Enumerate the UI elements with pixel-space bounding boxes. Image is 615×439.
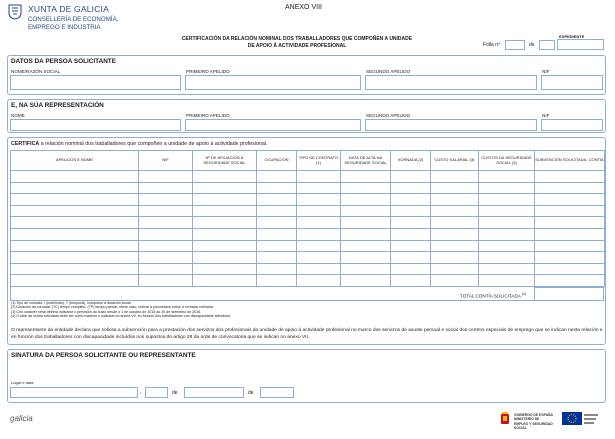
col-header-workday: XORNADA (2) <box>391 151 431 171</box>
place-comma: , <box>140 389 142 395</box>
table-cell[interactable] <box>535 171 605 183</box>
table-cell[interactable] <box>257 217 297 229</box>
table-cell[interactable] <box>139 171 193 183</box>
table-cell[interactable] <box>139 240 193 252</box>
col-header-date: DATA DE ALTA NA SEGURIDADE SOCIAL <box>341 151 391 171</box>
org-dept-line1: CONSELLERÍA DE ECONOMÍA, <box>28 16 119 23</box>
table-cell[interactable] <box>257 228 297 240</box>
table-row <box>11 263 605 275</box>
table-cell[interactable] <box>535 205 605 217</box>
galicia-logo-text: galicia <box>10 414 33 423</box>
representative-surname2-input[interactable] <box>365 119 537 131</box>
table-cell[interactable] <box>11 252 139 264</box>
table-cell[interactable] <box>297 194 341 206</box>
table-cell[interactable] <box>193 275 257 287</box>
table-cell[interactable] <box>391 228 431 240</box>
table-cell[interactable] <box>535 182 605 194</box>
table-cell[interactable] <box>341 275 391 287</box>
representative-nif-input[interactable] <box>541 119 603 131</box>
table-row <box>11 228 605 240</box>
page-title-line1: CERTIFICACIÓN DA RELACIÓN NOMINAL DOS TRABALLADORES QUE COMPOÑEN A UNIDADE <box>181 36 413 42</box>
table-cell[interactable] <box>297 240 341 252</box>
table-row <box>11 240 605 252</box>
representative-surname2-label: SEGUNDO APELIDO <box>366 113 411 118</box>
table-cell[interactable] <box>431 263 479 275</box>
place-input[interactable] <box>10 387 138 398</box>
note-3: (3) Con carácter xeral deberá indicarse o previsión do custo desde o 1 de outubro de 2015 ao 30 de setembro de 2016. <box>11 309 202 314</box>
table-row <box>11 275 605 287</box>
representative-surname1-input[interactable] <box>185 119 361 131</box>
col-header-ss-costs: CUSTOS DA SEGURIDADE SOCIAL (3) <box>479 151 535 171</box>
table-cell[interactable] <box>431 275 479 287</box>
table-cell[interactable] <box>297 205 341 217</box>
table-cell[interactable] <box>139 194 193 206</box>
table-cell[interactable] <box>479 275 535 287</box>
table-row <box>11 205 605 217</box>
xunta-shield-icon <box>8 4 22 20</box>
table-cell[interactable] <box>297 275 341 287</box>
esf-logo-icon <box>562 411 600 432</box>
table-cell[interactable] <box>535 263 605 275</box>
table-cell[interactable] <box>391 275 431 287</box>
applicant-surname1-input[interactable] <box>185 75 361 90</box>
col-header-salary: CUSTO SALARIAL (3) <box>431 151 479 171</box>
note-1: (1) Tipo de contrato: I (indefinido), T (temporal), indíquese a duración anual. <box>11 301 132 305</box>
table-cell[interactable] <box>431 205 479 217</box>
table-cell[interactable] <box>431 182 479 194</box>
workers-table <box>10 150 605 287</box>
table-cell[interactable] <box>479 240 535 252</box>
table-cell[interactable] <box>257 240 297 252</box>
note-2: (2) Duración da xornada: (TC) tempo completo, (TP) tempo parcial, neste caso, indicar a porcentaxe sobre a xornada ordinaria. <box>11 305 214 310</box>
table-cell[interactable] <box>193 182 257 194</box>
table-body <box>11 171 605 287</box>
table-cell[interactable] <box>431 240 479 252</box>
table-cell[interactable] <box>11 228 139 240</box>
ministry-line1: GOBIERNO DE ESPAÑA <box>514 413 553 417</box>
table-cell[interactable] <box>11 171 139 183</box>
table-header-row <box>11 151 605 171</box>
ministry-block <box>514 413 554 431</box>
col-header-name: APELIDOS E NOME <box>11 151 139 171</box>
representative-surname1-label: PRIMEIRO APELIDO <box>186 113 230 118</box>
spain-coat-of-arms-icon <box>500 412 510 431</box>
representative-nif-label: NIF <box>542 113 550 118</box>
applicant-title: DATOS DA PERSOA SOLICITANTE <box>11 58 116 65</box>
note-4: (4) O total da contía solicitada debe ser como máximo o indicado no anexo VII, en función dos traballadores con discapacidade atendidos <box>11 313 231 318</box>
table-cell[interactable] <box>11 275 139 287</box>
table-notes <box>11 301 411 318</box>
col-header-affiliation: Nº DE AFILIACIÓN Á SEGURIDADE SOCIAL <box>193 151 257 171</box>
table-cell[interactable] <box>193 240 257 252</box>
col-header-contract: TIPO DE CONTRATO (1) <box>297 151 341 171</box>
applicant-nif-label: NIF <box>542 69 550 74</box>
table-cell[interactable] <box>193 217 257 229</box>
table-cell[interactable] <box>341 171 391 183</box>
table-row <box>11 182 605 194</box>
xunta-logo <box>8 4 22 25</box>
total-label-text: TOTAL CONTÍA SOLICITADA <box>460 293 521 299</box>
table-cell[interactable] <box>297 171 341 183</box>
table-cell[interactable] <box>139 205 193 217</box>
table-cell[interactable] <box>479 217 535 229</box>
table-cell[interactable] <box>139 275 193 287</box>
table-cell[interactable] <box>479 228 535 240</box>
table-cell[interactable] <box>479 252 535 264</box>
table-cell[interactable] <box>193 194 257 206</box>
table-cell[interactable] <box>139 217 193 229</box>
table-cell[interactable] <box>535 252 605 264</box>
applicant-name-label: NOME/RAZÓN SOCIAL <box>11 69 61 74</box>
table-cell[interactable] <box>479 182 535 194</box>
table-cell[interactable] <box>257 171 297 183</box>
table-cell[interactable] <box>139 263 193 275</box>
table-cell[interactable] <box>341 263 391 275</box>
table-cell[interactable] <box>431 194 479 206</box>
table-cell[interactable] <box>193 171 257 183</box>
table-cell[interactable] <box>257 205 297 217</box>
month-input[interactable] <box>184 387 244 398</box>
table-cell[interactable] <box>297 252 341 264</box>
table-row <box>11 194 605 206</box>
table-cell[interactable] <box>11 205 139 217</box>
table-cell[interactable] <box>193 252 257 264</box>
table-row <box>11 217 605 229</box>
place-date-label: Lugar e data <box>11 380 34 385</box>
applicant-name-input[interactable] <box>10 75 181 90</box>
expediente-label: EXPEDIENTE <box>559 34 585 39</box>
certify-intro: a relación nominal dos traballadores que compoñen a unidade de apoio á actividade profesional. <box>39 141 268 147</box>
table-cell[interactable] <box>341 205 391 217</box>
table-cell[interactable] <box>479 194 535 206</box>
org-dept-line2: EMPREGO E INDUSTRIA <box>28 24 101 31</box>
annex-label: ANEXO VIII <box>285 4 322 11</box>
page-title-line2: DE APOIO Á ACTIVIDADE PROFESIONAL <box>247 43 347 49</box>
total-amount-field[interactable] <box>534 287 604 301</box>
table-cell[interactable] <box>341 252 391 264</box>
folla-number-field[interactable] <box>505 40 525 50</box>
table-cell[interactable] <box>431 252 479 264</box>
table-cell[interactable] <box>341 228 391 240</box>
table-cell[interactable] <box>391 252 431 264</box>
table-cell[interactable] <box>535 217 605 229</box>
table-row <box>11 171 605 183</box>
table-cell[interactable] <box>11 240 139 252</box>
table-cell[interactable] <box>257 263 297 275</box>
table-cell[interactable] <box>11 194 139 206</box>
table-cell[interactable] <box>139 228 193 240</box>
table-cell[interactable] <box>193 228 257 240</box>
table-cell[interactable] <box>11 182 139 194</box>
year-input[interactable] <box>260 387 294 398</box>
total-label <box>460 292 526 299</box>
applicant-nif-input[interactable] <box>541 75 603 90</box>
certify-title: CERTIFICA <box>11 141 40 147</box>
total-note: (4) <box>521 292 527 296</box>
declaration-text: O representante da entidade declara que solicita a subvención para a prestación dos servizos dos profesionais da unidade de apoio á actividade profesional no marco dos servizos de axuste persoal e social dos centros especiais de emprego que se indican nesta relación e en función dos traballadores con discapacidade incluídos nos supostos do artigo 28 da orde de convocatoria que se indican no anexo VII. <box>11 328 603 340</box>
table-cell[interactable] <box>341 240 391 252</box>
table-cell[interactable] <box>139 182 193 194</box>
table-cell[interactable] <box>297 217 341 229</box>
table-cell[interactable] <box>139 252 193 264</box>
org-name: XUNTA DE GALICIA <box>28 4 109 14</box>
date-de-1: de <box>172 390 178 396</box>
table-cell[interactable] <box>11 217 139 229</box>
table-cell[interactable] <box>297 263 341 275</box>
applicant-surname2-input[interactable] <box>365 75 537 90</box>
table-cell[interactable] <box>391 171 431 183</box>
table-cell[interactable] <box>391 263 431 275</box>
table-cell[interactable] <box>391 205 431 217</box>
applicant-surname1-label: PRIMEIRO APELIDO <box>186 69 230 74</box>
table-cell[interactable] <box>431 217 479 229</box>
folla-label: Folla nº <box>483 42 500 48</box>
day-input[interactable] <box>145 387 168 398</box>
folla-total-field[interactable] <box>539 40 555 50</box>
table-row <box>11 252 605 264</box>
applicant-surname2-label: SEGUNDO APELIDO <box>366 69 411 74</box>
table-cell[interactable] <box>479 205 535 217</box>
signature-title: SINATURA DA PERSOA SOLICITANTE OU REPRESENTANTE <box>11 352 196 359</box>
table-cell[interactable] <box>431 171 479 183</box>
table-cell[interactable] <box>535 240 605 252</box>
representative-name-label: NOME <box>11 113 25 118</box>
table-cell[interactable] <box>391 217 431 229</box>
table-cell[interactable] <box>257 194 297 206</box>
table-cell[interactable] <box>391 182 431 194</box>
expediente-field[interactable] <box>557 39 604 50</box>
table-cell[interactable] <box>391 240 431 252</box>
representative-name-input[interactable] <box>10 119 181 131</box>
table-cell[interactable] <box>11 263 139 275</box>
folla-de-label: de <box>529 42 535 48</box>
table-cell[interactable] <box>391 194 431 206</box>
col-header-subsidy: SUBVENCIÓN SOLICITADA, CONTÍA <box>535 151 605 171</box>
table-cell[interactable] <box>193 263 257 275</box>
table-cell[interactable] <box>341 194 391 206</box>
table-cell[interactable] <box>297 182 341 194</box>
table-cell[interactable] <box>341 182 391 194</box>
col-header-nif: NIF <box>139 151 193 171</box>
table-cell[interactable] <box>257 252 297 264</box>
table-cell[interactable] <box>535 228 605 240</box>
galicia-logo <box>10 414 33 423</box>
table-cell[interactable] <box>535 275 605 287</box>
ministry-line2: MINISTERIO DE EMPLEO Y SEGURIDAD SOCIAL <box>514 417 553 431</box>
table-cell[interactable] <box>479 171 535 183</box>
table-cell[interactable] <box>257 182 297 194</box>
date-de-2: de <box>248 390 254 396</box>
certify-heading <box>11 141 267 147</box>
table-cell[interactable] <box>193 205 257 217</box>
table-cell[interactable] <box>535 194 605 206</box>
table-cell[interactable] <box>257 275 297 287</box>
table-cell[interactable] <box>431 228 479 240</box>
table-cell[interactable] <box>297 228 341 240</box>
representative-title: E, NA SÚA REPRESENTACIÓN <box>11 102 104 109</box>
table-cell[interactable] <box>341 217 391 229</box>
table-cell[interactable] <box>479 263 535 275</box>
col-header-occupation: OCUPACIÓN <box>257 151 297 171</box>
